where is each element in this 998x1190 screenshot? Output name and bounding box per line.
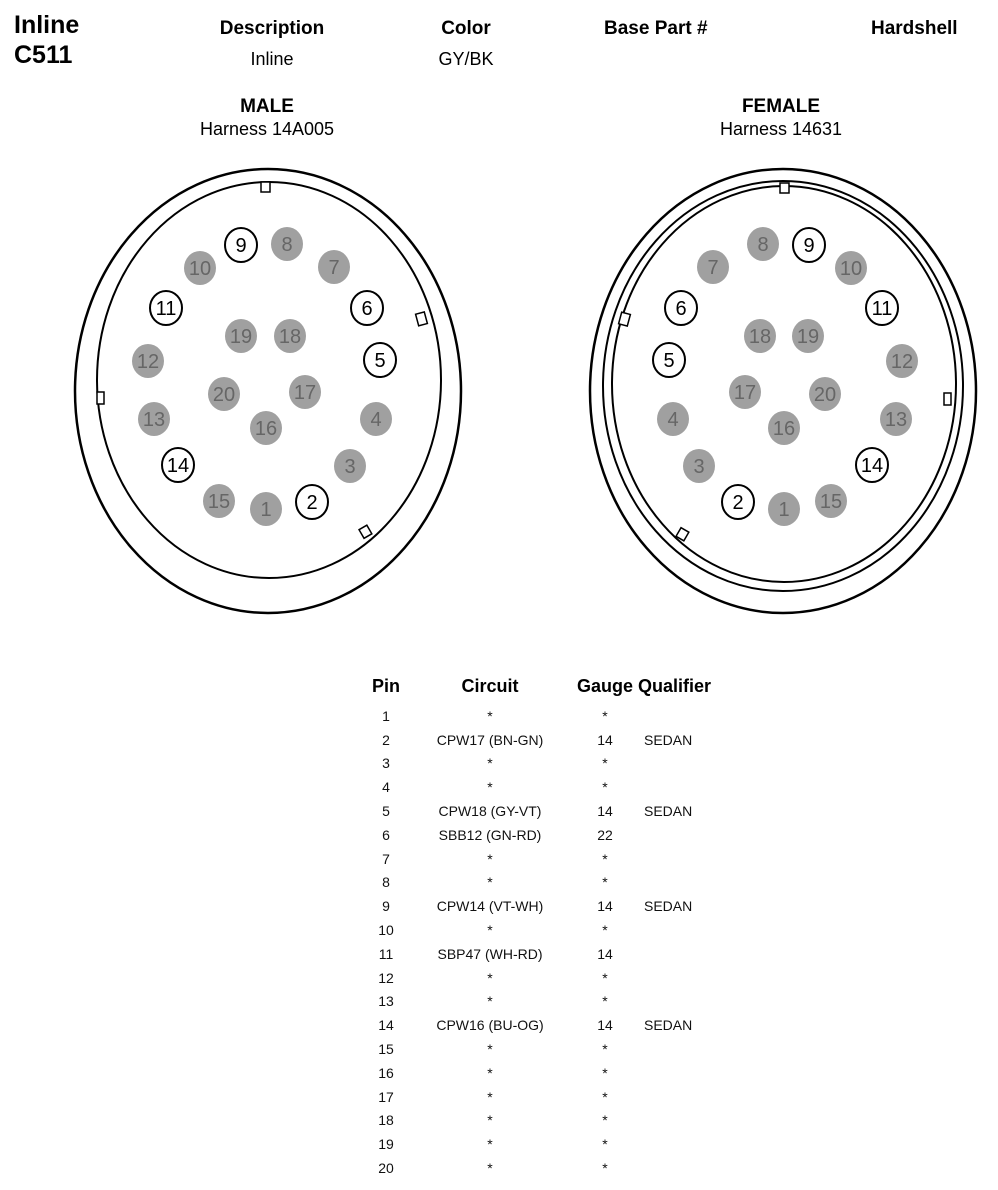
female-pin-13-label: 13 bbox=[884, 409, 908, 431]
color-value: GY/BK bbox=[438, 49, 494, 69]
qualifier-cell bbox=[638, 775, 734, 799]
gauge-cell: * bbox=[602, 993, 608, 1010]
table-row bbox=[364, 799, 734, 823]
circuit-cell: * bbox=[487, 1136, 493, 1153]
pin-cell: 18 bbox=[378, 1112, 394, 1129]
male-pin-2-label: 2 bbox=[306, 492, 318, 514]
male-harness: Harness 14A005 bbox=[199, 119, 335, 139]
qualifier-cell bbox=[638, 1037, 734, 1061]
qualifier-cell bbox=[638, 1061, 734, 1085]
circuit-cell: CPW18 (GY-VT) bbox=[438, 803, 542, 820]
table-row bbox=[364, 871, 734, 895]
female-pin-14-label: 14 bbox=[860, 455, 884, 477]
table-row bbox=[364, 1013, 734, 1037]
male-pin-4-label: 4 bbox=[370, 409, 382, 431]
table-row bbox=[364, 704, 734, 728]
female-pin-5-label: 5 bbox=[663, 350, 675, 372]
female-pin-layout bbox=[653, 227, 918, 526]
circuit-cell: * bbox=[487, 1088, 493, 1105]
female-key-left bbox=[619, 312, 631, 326]
female-key-top bbox=[780, 183, 789, 193]
pin-cell: 12 bbox=[378, 969, 394, 986]
pin-cell: 17 bbox=[378, 1088, 394, 1105]
pin-cell: 19 bbox=[378, 1136, 394, 1153]
female-pin-17-label: 17 bbox=[733, 382, 757, 404]
gauge-cell: * bbox=[602, 779, 608, 796]
table-row bbox=[364, 1085, 734, 1109]
female-pin-19-label: 19 bbox=[796, 326, 820, 348]
pin-cell: 9 bbox=[382, 898, 390, 915]
pin-cell: 5 bbox=[382, 803, 390, 820]
male-pin-11-label: 11 bbox=[155, 298, 177, 320]
female-pin-12-label: 12 bbox=[890, 351, 914, 373]
color-header: Color bbox=[441, 18, 491, 39]
pin-cell: 6 bbox=[382, 826, 390, 843]
pin-cell: 10 bbox=[378, 922, 394, 939]
male-pin-15-label: 15 bbox=[207, 491, 231, 513]
qualifier-cell bbox=[638, 990, 734, 1014]
male-pin-18-label: 18 bbox=[278, 326, 302, 348]
circuit-cell: * bbox=[487, 922, 493, 939]
table-row bbox=[364, 1132, 734, 1156]
gauge-cell: * bbox=[602, 1160, 608, 1177]
qualifier-column-header: Qualifier bbox=[638, 676, 712, 696]
circuit-cell: * bbox=[487, 969, 493, 986]
description-header: Description bbox=[219, 18, 325, 39]
gauge-cell: 14 bbox=[597, 898, 613, 915]
qualifier-cell bbox=[638, 966, 734, 990]
qualifier-cell bbox=[638, 823, 734, 847]
table-row bbox=[364, 942, 734, 966]
gauge-cell: * bbox=[602, 1136, 608, 1153]
gauge-cell: * bbox=[602, 1088, 608, 1105]
female-inner-shell bbox=[603, 181, 963, 591]
female-pin-6-label: 6 bbox=[675, 298, 687, 320]
circuit-cell: * bbox=[487, 779, 493, 796]
circuit-cell: * bbox=[487, 993, 493, 1010]
table-row bbox=[364, 847, 734, 871]
circuit-cell: SBP47 (WH-RD) bbox=[437, 945, 543, 962]
female-pin-1-label: 1 bbox=[778, 499, 790, 521]
gauge-cell: * bbox=[602, 1064, 608, 1081]
pin-cell: 7 bbox=[382, 850, 390, 867]
circuit-cell: * bbox=[487, 1064, 493, 1081]
male-pin-9-label: 9 bbox=[235, 235, 247, 257]
gauge-cell: 22 bbox=[597, 826, 613, 843]
pin-cell: 20 bbox=[378, 1160, 394, 1177]
female-harness: Harness 14631 bbox=[719, 119, 843, 139]
pin-cell: 13 bbox=[378, 993, 394, 1010]
gauge-cell: * bbox=[602, 922, 608, 939]
pin-cell: 11 bbox=[378, 945, 394, 962]
male-pin-1-label: 1 bbox=[260, 499, 272, 521]
table-row bbox=[364, 1037, 734, 1061]
gauge-cell: 14 bbox=[597, 731, 613, 748]
table-row bbox=[364, 1061, 734, 1085]
female-pin-18-label: 18 bbox=[748, 326, 772, 348]
qualifier-cell: SEDAN bbox=[644, 898, 693, 915]
table-row bbox=[364, 1156, 734, 1180]
male-label: MALE bbox=[240, 96, 294, 117]
table-row bbox=[364, 1109, 734, 1133]
circuit-cell: * bbox=[487, 707, 493, 724]
pin-table-header bbox=[364, 676, 734, 704]
female-pin-11-label: 11 bbox=[871, 298, 893, 320]
pin-table bbox=[364, 676, 734, 1180]
female-pin-8-label: 8 bbox=[757, 234, 769, 256]
male-pin-19-label: 19 bbox=[229, 326, 253, 348]
female-pin-2-label: 2 bbox=[732, 492, 744, 514]
pin-column-header: Pin bbox=[371, 676, 400, 696]
qualifier-cell bbox=[638, 1132, 734, 1156]
female-pin-4-label: 4 bbox=[667, 409, 679, 431]
pin-cell: 14 bbox=[378, 1017, 394, 1034]
pin-cell: 2 bbox=[382, 731, 390, 748]
qualifier-cell bbox=[638, 942, 734, 966]
circuit-cell: * bbox=[487, 850, 493, 867]
base-part-header: Base Part # bbox=[604, 18, 708, 39]
female-pin-9-label: 9 bbox=[803, 235, 815, 257]
pin-cell: 4 bbox=[382, 779, 390, 796]
gauge-cell: * bbox=[602, 1112, 608, 1129]
pin-cell: 8 bbox=[382, 874, 390, 891]
gauge-cell: * bbox=[602, 755, 608, 772]
male-pin-8-label: 8 bbox=[281, 234, 293, 256]
qualifier-cell bbox=[638, 704, 734, 728]
male-pin-6-label: 6 bbox=[361, 298, 373, 320]
female-pin-15-label: 15 bbox=[819, 491, 843, 513]
gauge-cell: 14 bbox=[597, 803, 613, 820]
qualifier-cell bbox=[638, 1085, 734, 1109]
gauge-cell: * bbox=[602, 969, 608, 986]
male-pin-13-label: 13 bbox=[142, 409, 166, 431]
gauge-cell: * bbox=[602, 850, 608, 867]
hardshell-header: Hardshell bbox=[871, 18, 958, 39]
qualifier-cell bbox=[638, 1109, 734, 1133]
male-pin-7-label: 7 bbox=[328, 257, 340, 279]
pin-cell: 1 bbox=[382, 707, 390, 724]
gauge-cell: 14 bbox=[597, 945, 613, 962]
connector-type: Inline bbox=[14, 11, 80, 39]
male-pin-3-label: 3 bbox=[344, 456, 356, 478]
male-pin-17-label: 17 bbox=[293, 382, 317, 404]
female-outer-shell bbox=[590, 169, 976, 613]
pin-cell: 15 bbox=[378, 1041, 394, 1058]
circuit-cell: * bbox=[487, 1112, 493, 1129]
table-row bbox=[364, 728, 734, 752]
table-row bbox=[364, 966, 734, 990]
circuit-cell: * bbox=[487, 1041, 493, 1058]
circuit-cell: CPW16 (BU-OG) bbox=[436, 1017, 544, 1034]
female-label: FEMALE bbox=[741, 96, 821, 117]
female-pin-10-label: 10 bbox=[839, 258, 863, 280]
female-pin-3-label: 3 bbox=[693, 456, 705, 478]
circuit-cell: * bbox=[487, 874, 493, 891]
female-key-right bbox=[944, 393, 951, 405]
table-row bbox=[364, 990, 734, 1014]
description-value: Inline bbox=[250, 49, 294, 69]
circuit-column-header: Circuit bbox=[461, 676, 519, 696]
table-row bbox=[364, 823, 734, 847]
qualifier-cell bbox=[638, 1156, 734, 1180]
circuit-cell: SBB12 (GN-RD) bbox=[438, 826, 542, 843]
gauge-cell: 14 bbox=[597, 1017, 613, 1034]
circuit-cell: * bbox=[487, 1160, 493, 1177]
female-pin-20-label: 20 bbox=[813, 384, 837, 406]
gauge-cell: * bbox=[602, 1041, 608, 1058]
qualifier-cell bbox=[638, 752, 734, 776]
circuit-cell: * bbox=[487, 755, 493, 772]
qualifier-cell bbox=[638, 918, 734, 942]
qualifier-cell: SEDAN bbox=[644, 731, 693, 748]
qualifier-cell bbox=[638, 871, 734, 895]
gauge-column-header: Gauge bbox=[576, 676, 633, 696]
circuit-cell: CPW17 (BN-GN) bbox=[436, 731, 544, 748]
table-row bbox=[364, 918, 734, 942]
pin-cell: 3 bbox=[382, 755, 390, 772]
female-connector-body bbox=[590, 169, 976, 613]
pin-cell: 16 bbox=[378, 1064, 394, 1081]
male-pin-5-label: 5 bbox=[374, 350, 386, 372]
gauge-cell: * bbox=[602, 707, 608, 724]
table-row bbox=[364, 775, 734, 799]
qualifier-cell: SEDAN bbox=[644, 1017, 693, 1034]
male-pin-10-label: 10 bbox=[188, 258, 212, 280]
male-pin-12-label: 12 bbox=[136, 351, 160, 373]
gauge-cell: * bbox=[602, 874, 608, 891]
female-pin-7-label: 7 bbox=[707, 257, 719, 279]
qualifier-cell: SEDAN bbox=[644, 803, 693, 820]
female-pin-16-label: 16 bbox=[772, 418, 796, 440]
male-pin-14-label: 14 bbox=[166, 455, 190, 477]
male-pin-16-label: 16 bbox=[254, 418, 278, 440]
qualifier-cell bbox=[638, 847, 734, 871]
table-row bbox=[364, 752, 734, 776]
connector-id: C511 bbox=[14, 41, 73, 69]
circuit-cell: CPW14 (VT-WH) bbox=[436, 898, 544, 915]
table-row bbox=[364, 894, 734, 918]
male-pin-20-label: 20 bbox=[212, 384, 236, 406]
